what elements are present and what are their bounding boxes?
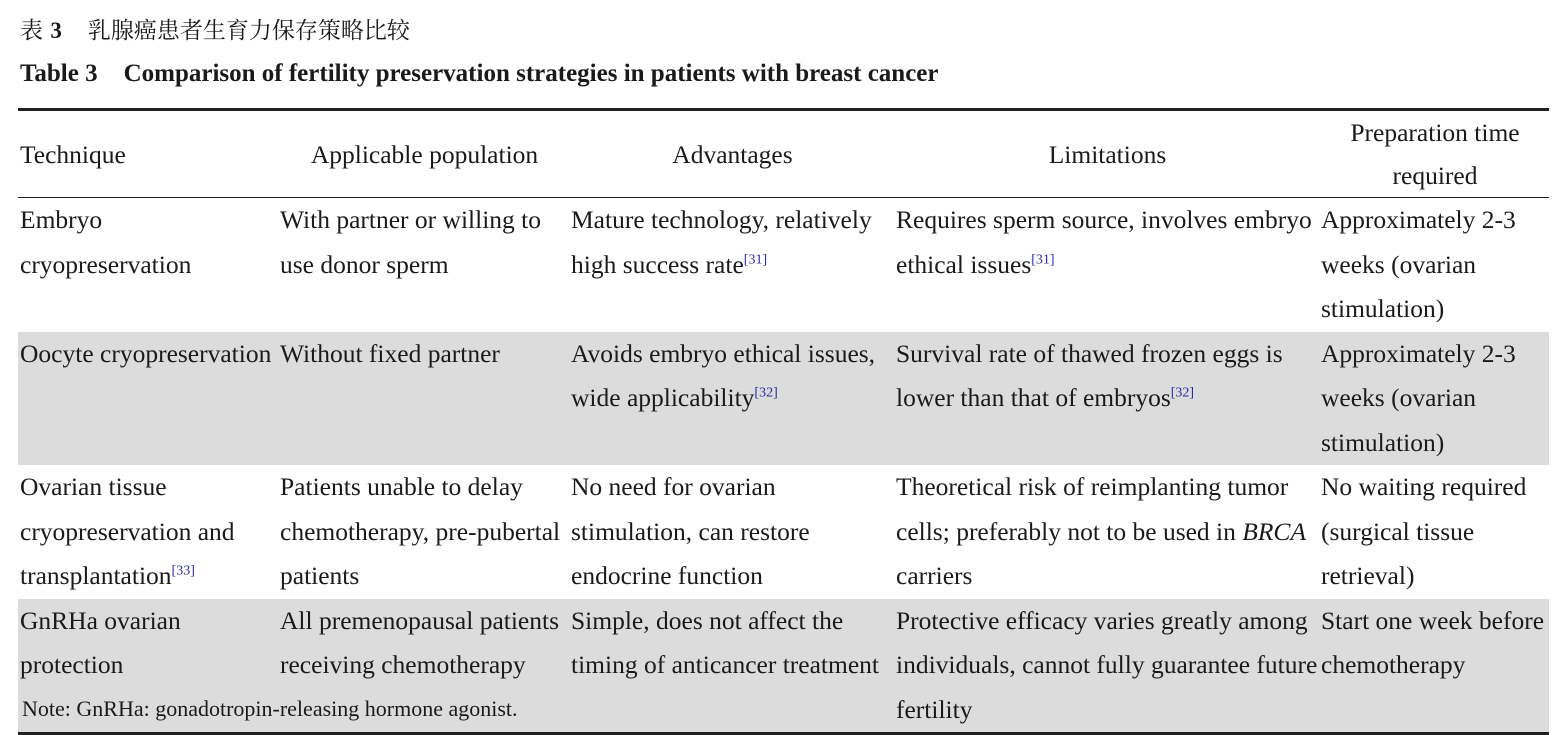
- technique-text: Ovarian tissue cryopreservation and transplantation: [20, 472, 235, 590]
- cell-advantages: No need for ovarian stimulation, can restore endocrine function: [571, 472, 810, 590]
- header-population: Applicable population: [278, 110, 569, 198]
- reference-link[interactable]: [33]: [171, 563, 195, 579]
- cell-advantages: [569, 198, 894, 332]
- header-technique: Technique: [18, 110, 278, 198]
- fertility-strategies-table: [18, 108, 1549, 735]
- cell-preparation-time: Approximately 2-3 weeks (ovarian stimulation): [1319, 332, 1549, 466]
- gene-name: BRCA: [1242, 516, 1307, 546]
- header-preparation-time: Preparation time required: [1319, 110, 1549, 198]
- header-limitations: Limitations: [894, 110, 1319, 198]
- cell-technique: [18, 465, 278, 599]
- reference-link[interactable]: [31]: [1031, 252, 1055, 267]
- en-title-text: Comparison of fertility preservation strategies in patients with breast cancer: [123, 60, 939, 87]
- cell-population: All premenopausal patients receiving chemotherapy: [278, 599, 569, 734]
- limitations-text: Theoretical risk of reimplanting tumor cells; preferably not to be used in: [896, 472, 1289, 546]
- cell-technique: GnRHa ovarian protection: [18, 599, 278, 734]
- cell-technique: Oocyte cryopreservation: [18, 332, 278, 466]
- cell-advantages: [569, 332, 894, 466]
- advantages-text: Avoids embryo ethical issues, wide applicability: [571, 338, 876, 412]
- cn-title-number: 3: [50, 18, 62, 43]
- reference-link[interactable]: [32]: [1170, 385, 1195, 401]
- cell-preparation-time: Start one week before chemotherapy: [1319, 599, 1549, 734]
- table-row: [18, 332, 1549, 466]
- cn-title-label: 表: [20, 18, 43, 44]
- cell-advantages: Simple, does not affect the timing of anticancer treatment: [569, 599, 894, 734]
- english-table-title: [20, 57, 939, 91]
- advantages-text: Mature technology, relatively high success rate: [571, 205, 872, 279]
- cell-technique: Embryo cryopreservation: [20, 205, 192, 279]
- cell-limitations: Protective efficacy varies greatly among individuals, cannot fully guarantee future fertility: [894, 599, 1319, 734]
- cell-limitations: [894, 332, 1319, 466]
- table-header-row: [18, 110, 1549, 198]
- cell-population: Without fixed partner: [278, 332, 569, 466]
- table-row: [18, 198, 1549, 332]
- reference-link[interactable]: [32]: [754, 385, 778, 401]
- reference-link[interactable]: [31]: [743, 252, 768, 267]
- cell-limitations: [894, 198, 1319, 332]
- en-title-label: Table 3: [20, 60, 98, 87]
- cn-title-text: 乳腺癌患者生育力保存策略比较: [87, 18, 410, 44]
- table-note: Note: GnRHa: gonadotropin-releasing hormone agonist.: [22, 696, 518, 721]
- cell-preparation-time: No waiting required (surgical tissue retrieval): [1321, 472, 1527, 590]
- limitations-text: Requires sperm source, involves embryo ethical issues: [896, 205, 1312, 279]
- table-row: [18, 465, 1549, 599]
- cell-preparation-time: Approximately 2-3 weeks (ovarian stimulation): [1321, 205, 1516, 323]
- header-advantages: Advantages: [569, 110, 894, 198]
- limitations-text-end: carriers: [896, 561, 973, 590]
- limitations-text: Survival rate of thawed frozen eggs is lower than that of embryos: [896, 338, 1283, 412]
- chinese-table-title: [20, 14, 410, 48]
- cell-population: With partner or willing to use donor sperm: [280, 205, 542, 279]
- cell-population: Patients unable to delay chemotherapy, pre-pubertal patients: [280, 472, 561, 590]
- cell-limitations: [894, 465, 1319, 599]
